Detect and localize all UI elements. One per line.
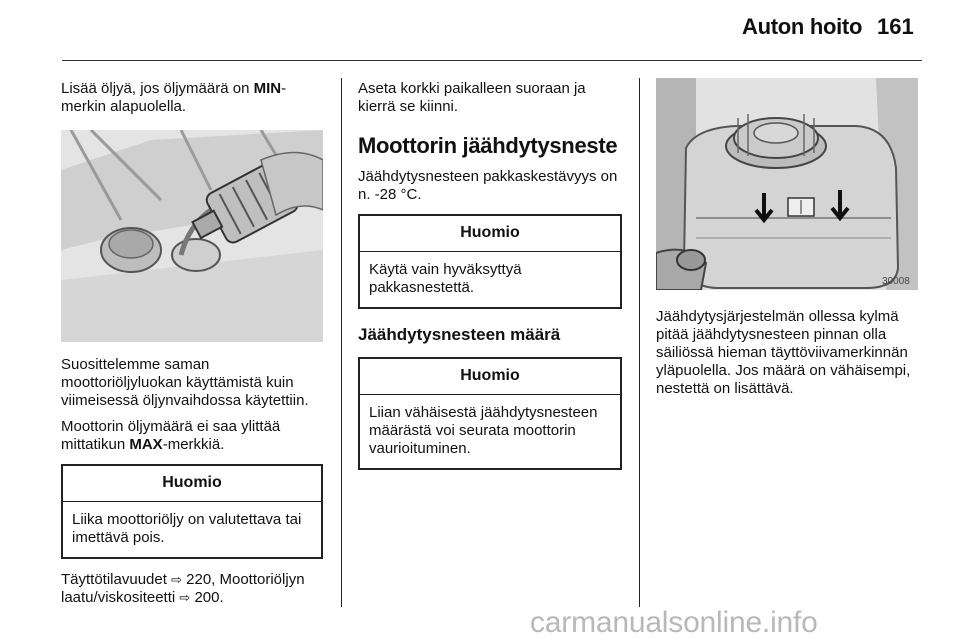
cap-paragraph: Aseta korkki paikalleen suoraan ja kierrä se kiinni. — [358, 80, 586, 115]
column-divider-1 — [341, 78, 342, 607]
reference-paragraph: Täyttötilavuudet ⇨ 220, Moottoriöljyn laatu/viskositeetti ⇨ 200. — [61, 571, 305, 606]
intro-paragraph: Lisää öljyä, jos öljymäärä on MIN-merkin alapuolella. — [61, 80, 287, 115]
oil-fill-image — [61, 130, 323, 342]
note-body: Käytä vain hyväksyttyä pakkasnestettä. — [369, 261, 522, 296]
note-title: Huomio — [360, 216, 620, 252]
max-mark-paragraph: Moottorin öljymäärä ei saa ylittää mittatikun MAX-merkkiä. — [61, 418, 281, 453]
right-column — [656, 78, 922, 406]
note-box-antifreeze — [358, 214, 622, 309]
column-divider-2 — [639, 78, 640, 607]
coolant-tank-image — [656, 78, 918, 290]
section-heading: Moottorin jäähdytysneste — [358, 133, 618, 158]
page-ref-icon: ⇨ — [171, 572, 182, 587]
oil-class-paragraph: Suosittelemme saman moottoriöljyluokan käyttämistä kuin viimeisessä öljynvaihdossa käytettiin. — [61, 356, 309, 409]
header-title: Auton hoito — [742, 14, 863, 39]
image-code: 30008 — [882, 276, 910, 287]
middle-column — [358, 80, 624, 470]
note-title: Huomio — [360, 359, 620, 395]
note-box-low-coolant — [358, 357, 622, 470]
subsection-heading: Jäähdytysnesteen määrä — [358, 325, 561, 344]
oil-fill-illustration — [61, 130, 323, 342]
page-number: 161 — [877, 14, 914, 39]
left-column — [61, 80, 327, 615]
coolant-level-paragraph: Jäähdytysjärjestelmän ollessa kylmä pitää jäähdytysnesteen pinnan olla säiliössä hieman täyttöviivamerkinnän yläpuolella. Jos määrä on vähäisempi, nestettä on lisättävä. — [656, 308, 911, 397]
note-body: Liian vähäisestä jäähdytysnesteen määrästä voi seurata moottorin vaurioituminen. — [369, 404, 598, 457]
coolant-tank-illustration — [656, 78, 918, 290]
note-body: Liika moottoriöljy on valutettava tai imettävä pois. — [72, 511, 302, 546]
note-box-excess-oil — [61, 464, 323, 559]
header-rule — [62, 60, 922, 61]
page-ref-icon: ⇨ — [179, 590, 191, 605]
frost-paragraph: Jäähdytysnesteen pakkaskestävyys on n. -28 °C. — [358, 168, 618, 203]
watermark: carmanualsonline.info — [530, 606, 818, 639]
note-title: Huomio — [63, 466, 321, 502]
